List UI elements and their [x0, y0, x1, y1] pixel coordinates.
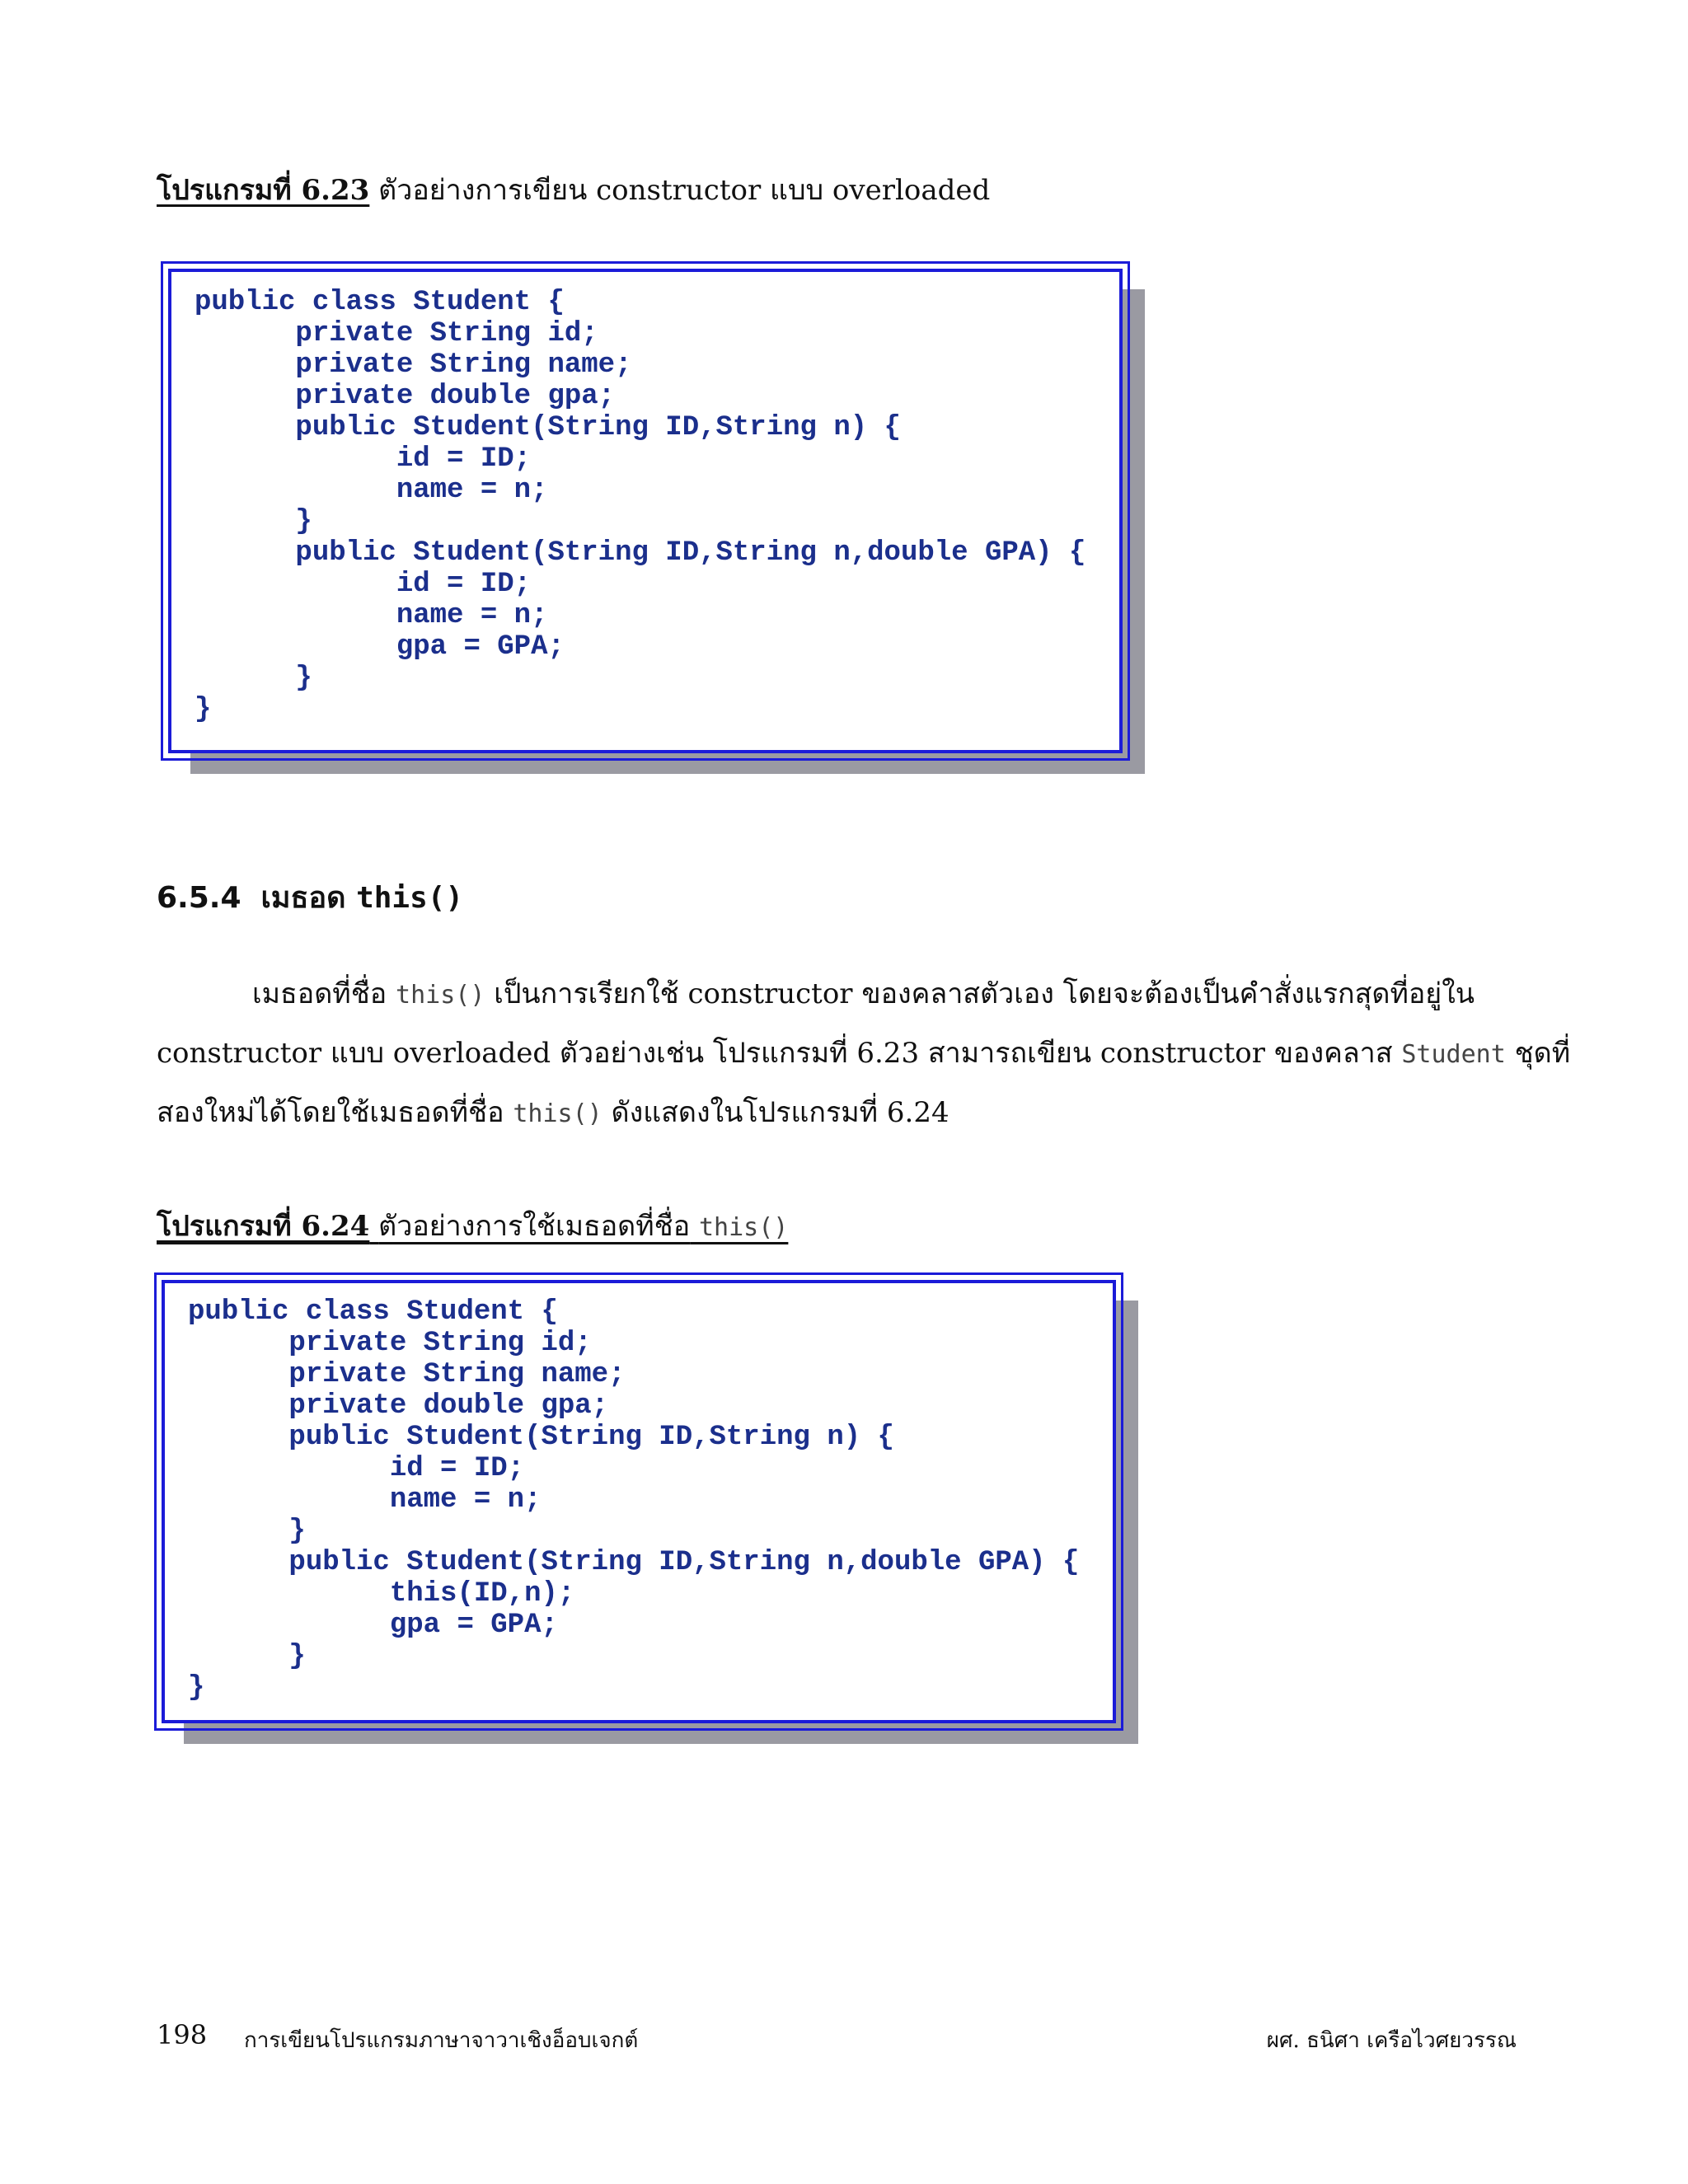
code-box-6-23 [168, 269, 1123, 753]
caption-text: ตัวอย่างการเขียน constructor แบบ overloaded [378, 174, 991, 207]
paragraph-line-2 [157, 1030, 1570, 1075]
para-text: ชุดที่ [1514, 1037, 1571, 1070]
para-text: constructor แบบ overloaded ตัวอย่างเช่น โปรแกรมที่ 6.23 สามารถเขียน constructor ของคลาส [157, 1037, 1393, 1070]
section-code: this() [356, 881, 464, 915]
para-text: เป็นการเรียกใช้ constructor ของคลาสตัวเอง โดยจะต้องเป็นคำสั่งแรกสุดที่อยู่ใน [494, 977, 1475, 1010]
para-text: สองใหม่ได้โดยใช้เมธอดที่ชื่อ [157, 1096, 504, 1129]
code-box-6-24 [162, 1280, 1116, 1723]
section-number: 6.5.4 [157, 881, 241, 915]
section-heading [157, 874, 463, 921]
para-text: ดังแสดงในโปรแกรมที่ 6.24 [611, 1096, 950, 1129]
para-text: เมธอดที่ชื่อ [252, 977, 387, 1010]
caption-code: this() [699, 1213, 789, 1242]
book-title: การเขียนโปรแกรมภาษาจาวาเชิงอ็อบเจกต์ [244, 2028, 639, 2053]
author-name: ผศ. ธนิศา เครือไวศยวรรณ [1266, 2028, 1517, 2053]
code-listing: public class Student { private String id; private String name; private double gpa; public Student(String ID,String n) { id = ID; name = n; } public Student(String ID,String n,double GPA) { id = ID; name = n; gpa = GPA; } } [195, 287, 1086, 725]
paragraph-line-1 [252, 971, 1475, 1015]
code-listing: public class Student { private String id; private String name; private double gpa; public Student(String ID,String n) { id = ID; name = n; } public Student(String ID,String n,double GPA) { this(ID,n); gpa = GPA; } } [188, 1296, 1080, 1704]
caption-text: ตัวอย่างการใช้เมธอดที่ชื่อ [378, 1210, 691, 1243]
program-6-23-caption [157, 167, 990, 212]
inline-code: Student [1401, 1040, 1506, 1069]
section-title: เมธอด [260, 881, 346, 915]
page-number: 198 [157, 2019, 208, 2050]
program-6-24-caption [157, 1203, 788, 1248]
program-label: โปรแกรมที่ 6.24 [157, 1210, 370, 1243]
inline-code: this() [513, 1099, 603, 1128]
inline-code: this() [396, 981, 485, 1010]
paragraph-line-3 [157, 1090, 950, 1134]
program-label: โปรแกรมที่ 6.23 [157, 174, 370, 207]
